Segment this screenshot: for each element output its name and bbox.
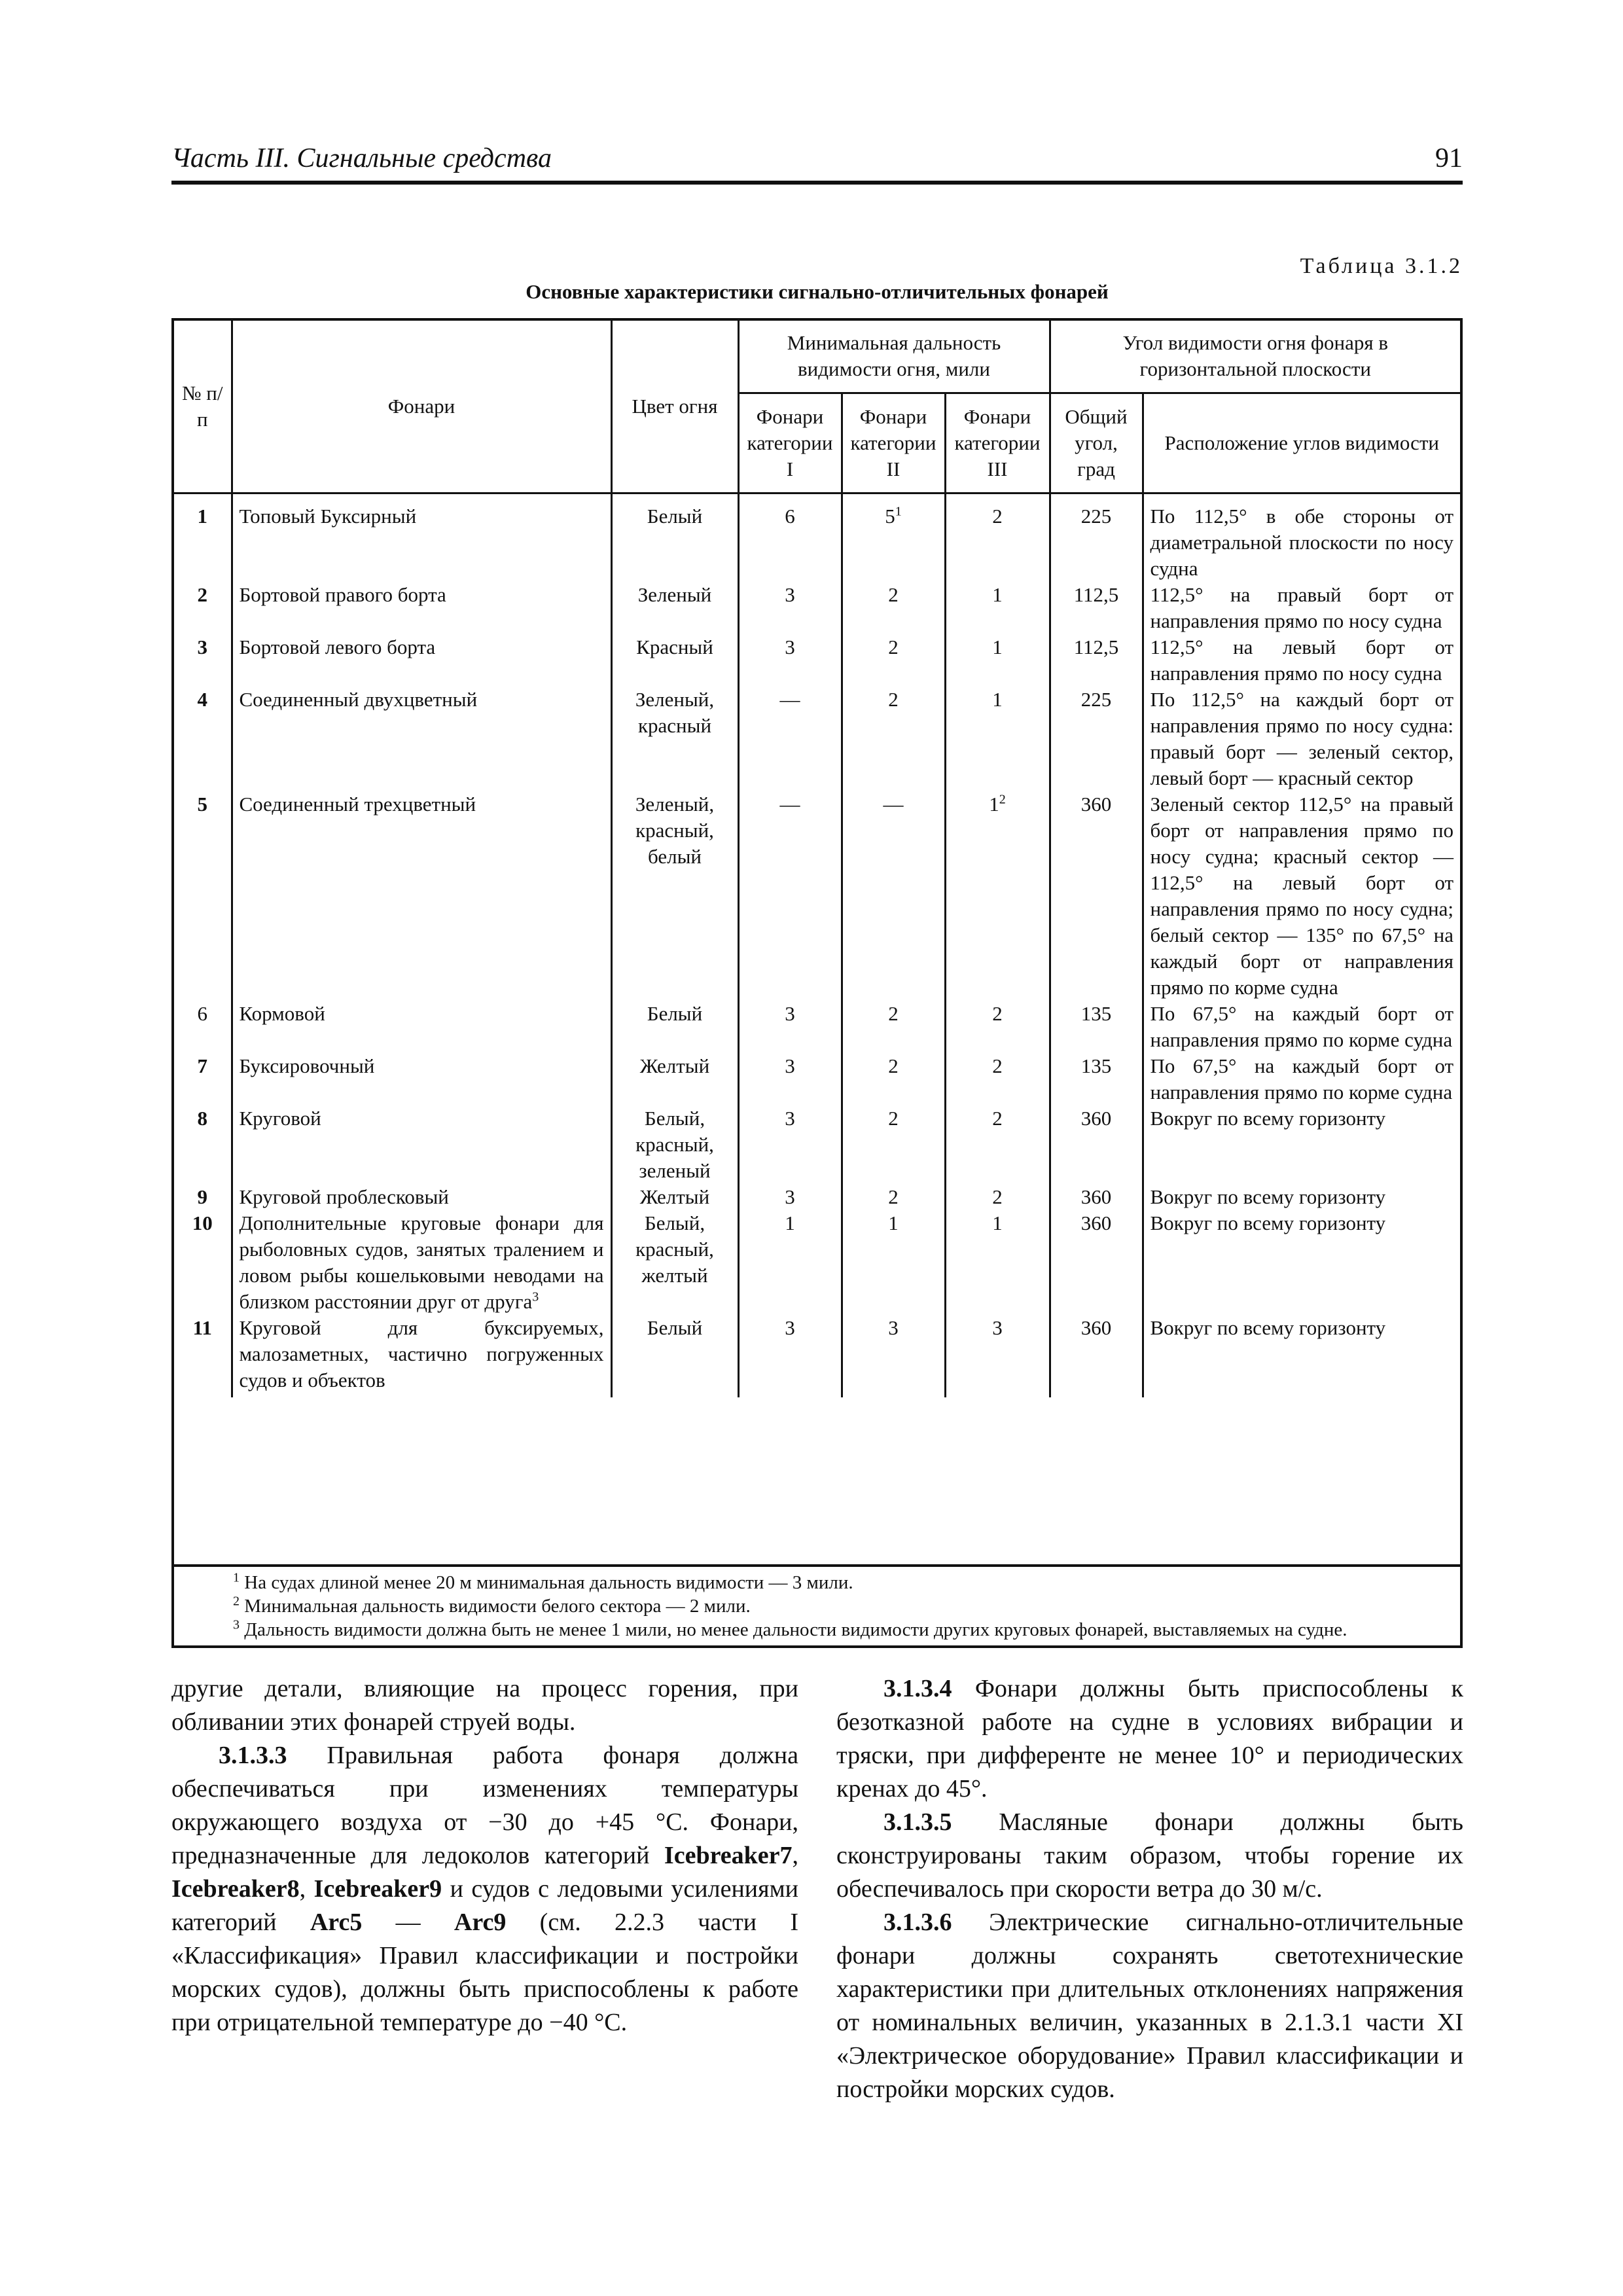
range-cat2: 2: [842, 1053, 945, 1105]
header-cat1: Фонари категории I: [738, 393, 842, 493]
total-angle: 112,5: [1050, 634, 1143, 687]
sector-location: По 112,5° в обе стороны от диаметральной плоскости по носу судна: [1143, 493, 1460, 582]
range-cat1: 3: [738, 582, 842, 634]
light-color: Белый, красный, желтый: [611, 1210, 738, 1315]
table-row: [174, 582, 1460, 634]
light-color: Белый: [611, 1001, 738, 1053]
sector-location: По 67,5° на каждый борт от направления прямо по корме судна: [1143, 1053, 1460, 1105]
range-cat3: 2: [945, 1001, 1050, 1053]
range-cat3: 1: [945, 1210, 1050, 1315]
range-cat1: 3: [738, 1053, 842, 1105]
light-color: Белый: [611, 1315, 738, 1397]
header-sectors: Расположение углов видимости: [1143, 393, 1460, 493]
range-cat2: $5^1$: [842, 493, 945, 582]
paragraph-3-1-3-6: 3.1.3.6 Электрические сигнально-отличительные фонари должны сохранять светотехнические характеристики при длительных отклонениях напряжения от номинальных величин, указанных в 2.1.3.1 части XI «Электрическое оборудование» Правил классификации и постройки морских судов.: [836, 1909, 1463, 2103]
light-color: Зеленый: [611, 582, 738, 634]
row-number: 1: [197, 504, 207, 528]
light-name: Буксировочный: [232, 1053, 611, 1105]
table-label: Таблица 3.1.2: [1300, 254, 1463, 278]
footnote: $^2$ Минимальная дальность видимости белого сектора — 2 мили.: [233, 1594, 751, 1617]
light-name: Топовый Буксирный: [232, 493, 611, 582]
page-number: 91: [1435, 143, 1463, 173]
header-cat3: Фонари категории III: [945, 393, 1050, 493]
sector-location: Вокруг по всему горизонту: [1143, 1184, 1460, 1210]
range-cat3: 2: [945, 1184, 1050, 1210]
total-angle: 360: [1050, 1315, 1143, 1397]
sector-location: Вокруг по всему горизонту: [1143, 1315, 1460, 1397]
footnote-ref: 1: [895, 504, 902, 519]
table-row: [174, 1105, 1460, 1184]
row-number: 11: [192, 1316, 212, 1339]
table-row: [174, 1184, 1460, 1210]
table-row: [174, 493, 1460, 582]
row-number: 3: [197, 635, 207, 658]
light-color: Белый, красный, зеленый: [611, 1105, 738, 1184]
total-angle: 112,5: [1050, 582, 1143, 634]
sector-location: 112,5° на правый борт от направления прямо по носу судна: [1143, 582, 1460, 634]
range-cat3: 2: [945, 1105, 1050, 1184]
range-cat2: 2: [842, 582, 945, 634]
range-cat1: 6: [738, 493, 842, 582]
row-number: 9: [197, 1185, 207, 1208]
light-name: Бортовой левого борта: [232, 634, 611, 687]
header-num: № п/п: [174, 321, 232, 493]
range-cat2: 1: [842, 1210, 945, 1315]
table-row: [174, 791, 1460, 1001]
light-name: Бортовой правого борта: [232, 582, 611, 634]
table-footnotes: [174, 1564, 1460, 1645]
light-color: Зеленый, красный, белый: [611, 791, 738, 1001]
range-cat3: 3: [945, 1315, 1050, 1397]
range-cat1: 3: [738, 1105, 842, 1184]
range-cat3: 2: [945, 1053, 1050, 1105]
total-angle: 360: [1050, 1184, 1143, 1210]
footnote: $^3$ Дальность видимости должна быть не менее 1 мили, но менее дальности видимости других круговых фонарей, выставляемых на судне.: [233, 1617, 1347, 1640]
light-name: Соединенный трехцветный: [232, 791, 611, 1001]
table-row: [174, 1210, 1460, 1315]
header-total-angle: Общий угол, град: [1050, 393, 1143, 493]
range-cat1: 3: [738, 1315, 842, 1397]
range-cat2: 2: [842, 1184, 945, 1210]
row-number: 2: [197, 583, 207, 606]
footnote-ref: 2: [999, 792, 1006, 807]
range-cat1: —: [738, 791, 842, 1001]
range-cat2: 2: [842, 687, 945, 791]
header-range-group: Минимальная дальность видимости огня, мили: [738, 321, 1050, 393]
total-angle: 360: [1050, 1105, 1143, 1184]
range-cat1: 3: [738, 634, 842, 687]
row-number: 10: [192, 1211, 213, 1234]
total-angle: 360: [1050, 1210, 1143, 1315]
header-color: Цвет огня: [611, 321, 738, 493]
paragraph-3-1-3-4: 3.1.3.4 Фонари должны быть приспособлены к безотказной работе на судне в условиях вибрации и тряски, при дифференте не менее 10° и периодических кренах до 45°.: [836, 1675, 1463, 1803]
row-number: 7: [197, 1054, 207, 1077]
row-number: 5: [197, 792, 207, 816]
range-cat2: 2: [842, 1105, 945, 1184]
range-cat3: 2: [945, 493, 1050, 582]
range-cat2: 2: [842, 1001, 945, 1053]
row-number: 8: [197, 1106, 207, 1130]
total-angle: 225: [1050, 493, 1143, 582]
row-number: 6: [197, 1001, 207, 1025]
light-name: Круговой проблесковый: [232, 1184, 611, 1210]
header-lights: Фонари: [232, 321, 611, 493]
range-cat1: 3: [738, 1001, 842, 1053]
footnote: $^1$ На судах длиной менее 20 м минимальная дальность видимости — 3 мили.: [233, 1570, 853, 1593]
header-title: Часть III. Сигнальные средства: [171, 143, 552, 173]
lights-table: [174, 321, 1460, 1397]
table-row: [174, 687, 1460, 791]
range-cat2: 2: [842, 634, 945, 687]
total-angle: 135: [1050, 1001, 1143, 1053]
sector-location: По 112,5° на каждый борт от направления прямо по носу судна: правый борт — зеленый сектор, левый борт — красный сектор: [1143, 687, 1460, 791]
light-color: Белый: [611, 493, 738, 582]
sector-location: Вокруг по всему горизонту: [1143, 1210, 1460, 1315]
light-color: Желтый: [611, 1184, 738, 1210]
light-name: Кормовой: [232, 1001, 611, 1053]
range-cat3: 1: [945, 582, 1050, 634]
row-number: 4: [197, 687, 207, 711]
light-name: Соединенный двухцветный: [232, 687, 611, 791]
paragraph: другие детали, влияющие на процесс горения, при обливании этих фонарей струей воды.: [171, 1675, 798, 1736]
light-name: Круговой для буксируемых, малозаметных, частично погруженных судов и объектов: [232, 1315, 611, 1397]
range-cat2: —: [842, 791, 945, 1001]
paragraph-3-1-3-3: 3.1.3.3 Правильная работа фонаря должна обеспечиваться при изменениях температуры окружающего воздуха от −30 до +45 °С. Фонари, предназначенные для ледоколов категорий Icebreaker7, Icebreaker8, Icebreaker9 и судов с ледовыми усилениями категорий Arc5 — Arc9 (см. 2.2.3 части I «Классификация» Правил классификации и постройки морских судов), должны быть приспособлены к работе при отрицательной температуре до −40 °С.: [171, 1742, 799, 2036]
range-cat1: 3: [738, 1184, 842, 1210]
table-title: Основные характеристики сигнально-отличительных фонарей: [526, 280, 1109, 303]
page-header: [171, 143, 1463, 185]
table-row: [174, 1315, 1460, 1397]
sector-location: По 67,5° на каждый борт от направления прямо по корме судна: [1143, 1001, 1460, 1053]
total-angle: 135: [1050, 1053, 1143, 1105]
light-name: Дополнительные круговые фонари для рыболовных судов, занятых тралением и ловом рыбы кошельковыми неводами на близком расстоянии друг от друга$^3$: [232, 1210, 611, 1315]
table-frame: [171, 318, 1463, 1648]
footnote-ref: 3: [532, 1289, 539, 1304]
sector-location: 112,5° на левый борт от направления прямо по носу судна: [1143, 634, 1460, 687]
header-cat2: Фонари категории II: [842, 393, 945, 493]
light-color: Красный: [611, 634, 738, 687]
paragraph-3-1-3-5: 3.1.3.5 Масляные фонари должны быть сконструированы таким образом, чтобы горение их обеспечивалось при скорости ветра до 30 м/с.: [836, 1808, 1463, 1903]
left-column: [171, 1672, 798, 2039]
total-angle: 360: [1050, 791, 1143, 1001]
sector-location: Вокруг по всему горизонту: [1143, 1105, 1460, 1184]
range-cat1: 1: [738, 1210, 842, 1315]
range-cat3: 1: [945, 634, 1050, 687]
range-cat3: $1^2$: [945, 791, 1050, 1001]
sector-location: Зеленый сектор 112,5° на правый борт от направления прямо по носу судна; красный сектор — 112,5° на левый борт от направления прямо по носу судна; белый сектор — 135° по 67,5° на каждый борт от направления прямо по корме судна: [1143, 791, 1460, 1001]
range-cat2: 3: [842, 1315, 945, 1397]
range-cat1: —: [738, 687, 842, 791]
total-angle: 225: [1050, 687, 1143, 791]
table-row: [174, 1001, 1460, 1053]
table-row: [174, 634, 1460, 687]
light-color: Желтый: [611, 1053, 738, 1105]
light-name: Круговой: [232, 1105, 611, 1184]
header-angle-group: Угол видимости огня фонаря в горизонтальной плоскости: [1050, 321, 1460, 393]
light-color: Зеленый, красный: [611, 687, 738, 791]
range-cat3: 1: [945, 687, 1050, 791]
right-column: [836, 1672, 1463, 2106]
table-row: [174, 1053, 1460, 1105]
